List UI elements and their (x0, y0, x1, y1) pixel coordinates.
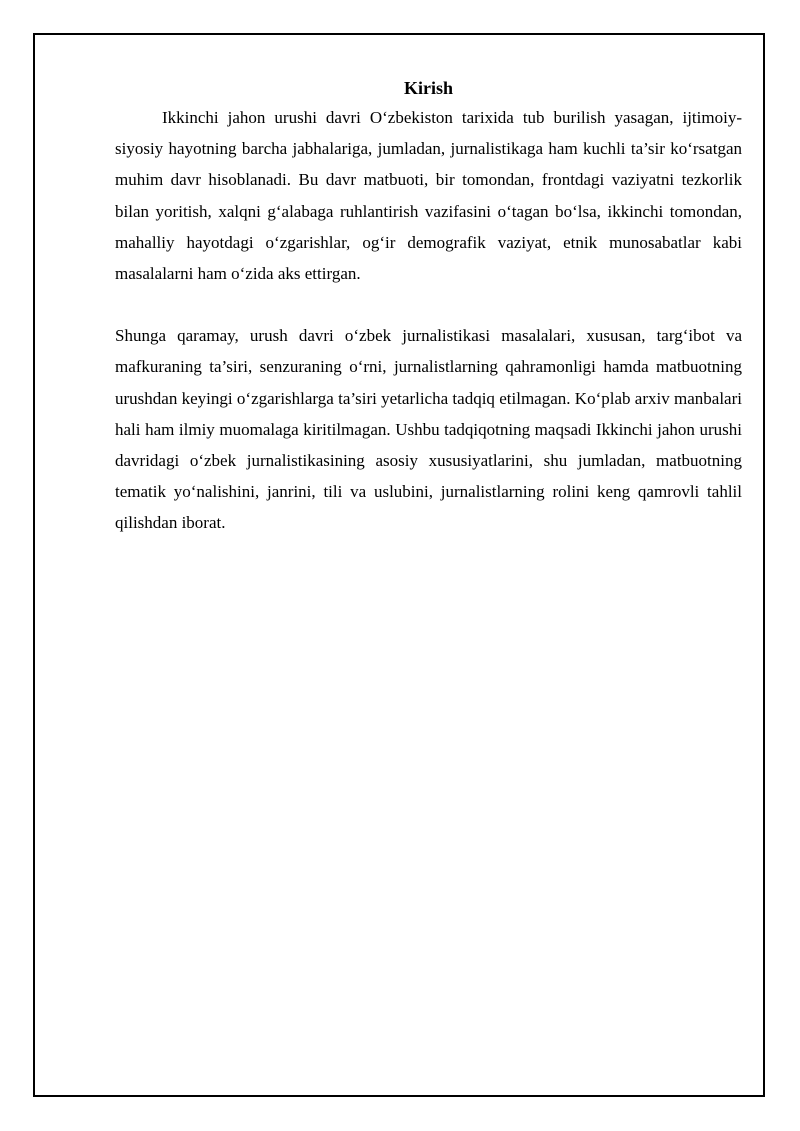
paragraph-intro: Ikkinchi jahon urushi davri O‘zbekiston tarixida tub burilish yasagan, ijtimoiy-siyosiy hayotning barcha jabhalariga, jumladan, jurnalistikaga ham kuchli ta’sir ko‘rsatgan muhim davr hisoblanadi. Bu davr matbuoti, bir tomondan, frontdagi vaziyatni tezkorlik bilan yoritish, xalqni g‘alabaga ruhlantirish vazifasini o‘tagan bo‘lsa, ikkinchi tomondan, mahalliy hayotdagi o‘zgarishlar, og‘ir demografik vaziyat, etnik munosabatlar kabi masalalarni ham o‘zida aks ettirgan. (115, 108, 742, 284)
document-body (115, 75, 742, 539)
document-title: Kirish (403, 78, 453, 98)
paragraph-research-goal: Shunga qaramay, urush davri o‘zbek jurnalistikasi masalalari, xususan, targ‘ibot va mafkuraning ta’siri, senzuraning o‘rni, jurnalistlarning qahramonligi hamda matbuotning urushdan keyingi o‘zgarishlarga ta’siri yetarlicha tadqiq etilmagan. Ko‘plab arxiv manbalari hali ham ilmiy muomalaga kiritilmagan. Ushbu tadqiqotning maqsadi Ikkinchi jahon urushi davridagi o‘zbek jurnalistikasining asosiy xususiyatlarini, shu jumladan, matbuotning tematik yo‘nalishini, janrini, tili va uslubini, jurnalistlarning rolini keng qamrovli tahlil qilishdan iborat. (115, 326, 742, 533)
paragraph-spacer (115, 289, 742, 320)
